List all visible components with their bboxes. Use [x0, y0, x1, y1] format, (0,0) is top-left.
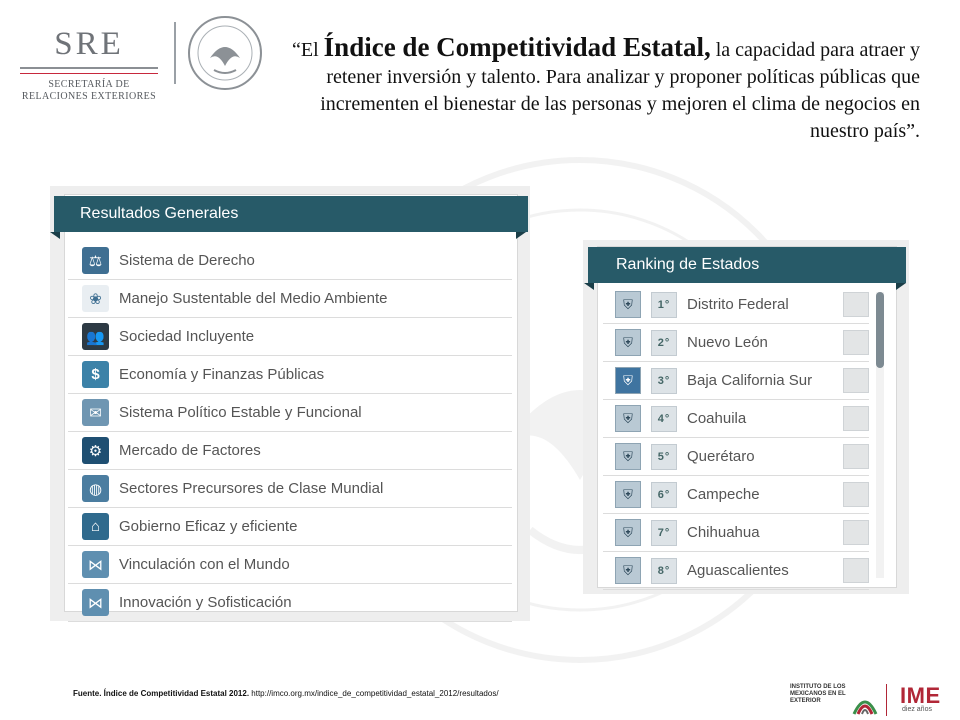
state-name: Chihuahua: [687, 524, 760, 541]
results-item-label: Economía y Finanzas Públicas: [119, 366, 325, 383]
state-name: Baja California Sur: [687, 372, 813, 389]
rank-number: 8°: [651, 558, 677, 584]
row-action-box[interactable]: [843, 292, 869, 317]
quote-open: “El: [292, 39, 324, 61]
money-icon: $: [82, 361, 109, 388]
results-item-label: Manejo Sustentable del Medio Ambiente: [119, 290, 388, 307]
results-item-sociedad-incluyente[interactable]: [68, 318, 512, 356]
ranking-list: [603, 286, 869, 590]
state-shield-icon: ⛨: [615, 557, 641, 584]
network-icon: ⋈: [82, 551, 109, 578]
quote-rest: la capacidad para atraer y retener inversión y talento. Para analizar y proponer políticas públicas que incrementen el bienestar de las personas y mejoren el clima de negocios en nuestro país”.: [320, 39, 920, 142]
state-name: Nuevo León: [687, 334, 768, 351]
ranking-row[interactable]: [603, 514, 869, 552]
row-action-box[interactable]: [843, 558, 869, 583]
results-panel: [50, 186, 530, 621]
ranking-panel: [583, 240, 909, 594]
source-url[interactable]: http://imco.org.mx/indice_de_competitividad_estatal_2012/resultados/: [251, 689, 499, 698]
innovation-icon: ⋈: [82, 589, 109, 616]
institute-logo-icon: [852, 684, 878, 718]
rank-number: 4°: [651, 406, 677, 432]
gears-icon: ⚙: [82, 437, 109, 464]
results-item-medio-ambiente[interactable]: [68, 280, 512, 318]
state-name: Querétaro: [687, 448, 755, 465]
logo-line2: RELACIONES EXTERIORES: [21, 91, 157, 102]
row-action-box[interactable]: [843, 520, 869, 545]
results-item-label: Gobierno Eficaz y eficiente: [119, 518, 298, 535]
rank-number: 5°: [651, 444, 677, 470]
national-seal-icon: [186, 14, 264, 92]
results-item-gobierno-eficaz[interactable]: [68, 508, 512, 546]
ranking-header: Ranking de Estados: [588, 247, 906, 283]
results-header: Resultados Generales: [54, 196, 528, 232]
ranking-row[interactable]: [603, 400, 869, 438]
state-shield-icon: ⛨: [615, 405, 641, 432]
ranking-row[interactable]: [603, 476, 869, 514]
quote-text: [280, 34, 920, 145]
ranking-row[interactable]: [603, 362, 869, 400]
results-item-sectores-precursores[interactable]: [68, 470, 512, 508]
footer-divider: [886, 684, 887, 716]
state-shield-icon: ⛨: [615, 367, 641, 394]
globe-icon: ◍: [82, 475, 109, 502]
government-icon: ⌂: [82, 513, 109, 540]
ranking-row[interactable]: [603, 324, 869, 362]
rank-number: 1°: [651, 292, 677, 318]
logo-acronym: SRE: [54, 26, 124, 62]
logo-line1: SECRETARÍA DE: [48, 79, 130, 90]
state-shield-icon: ⛨: [615, 519, 641, 546]
ranking-row[interactable]: [603, 286, 869, 324]
results-item-label: Sistema de Derecho: [119, 252, 255, 269]
logo-divider: [174, 22, 176, 84]
ranking-row[interactable]: [603, 438, 869, 476]
results-item-vinculacion[interactable]: [68, 546, 512, 584]
state-name: Aguascalientes: [687, 562, 789, 579]
sre-logo: [14, 26, 164, 103]
ballot-icon: ✉: [82, 399, 109, 426]
results-item-label: Vinculación con el Mundo: [119, 556, 290, 573]
institute-name: INSTITUTO DE LOS MEXICANOS EN EL EXTERIOR: [790, 684, 846, 704]
row-action-box[interactable]: [843, 330, 869, 355]
results-item-label: Sectores Precursores de Clase Mundial: [119, 480, 384, 497]
row-action-box[interactable]: [843, 368, 869, 393]
results-item-sistema-de-derecho[interactable]: [68, 242, 512, 280]
people-icon: 👥: [82, 323, 109, 350]
row-action-box[interactable]: [843, 406, 869, 431]
quote-emphasis: Índice de Competitividad Estatal,: [323, 32, 711, 62]
results-item-label: Sociedad Incluyente: [119, 328, 255, 345]
state-shield-icon: ⛨: [615, 291, 641, 318]
state-shield-icon: ⛨: [615, 443, 641, 470]
source-label: Fuente. Índice de Competitividad Estatal 2012.: [73, 689, 250, 698]
ranking-row[interactable]: [603, 552, 869, 590]
results-list: [68, 242, 512, 622]
source-note: [73, 689, 499, 698]
results-item-label: Mercado de Factores: [119, 442, 261, 459]
results-item-sistema-politico[interactable]: [68, 394, 512, 432]
rank-number: 2°: [651, 330, 677, 356]
state-name: Distrito Federal: [687, 296, 789, 313]
rank-number: 3°: [651, 368, 677, 394]
state-shield-icon: ⛨: [615, 329, 641, 356]
row-action-box[interactable]: [843, 482, 869, 507]
state-name: Coahuila: [687, 410, 747, 427]
ime-subtitle: diez años: [902, 706, 932, 713]
ranking-scrollbar[interactable]: [876, 292, 884, 578]
results-item-innovacion[interactable]: [68, 584, 512, 622]
results-item-label: Innovación y Sofisticación: [119, 594, 292, 611]
row-action-box[interactable]: [843, 444, 869, 469]
rank-number: 7°: [651, 520, 677, 546]
results-item-economia[interactable]: [68, 356, 512, 394]
nature-icon: ❀: [82, 285, 109, 312]
state-name: Campeche: [687, 486, 760, 503]
ime-logo: IME: [900, 683, 941, 708]
results-item-label: Sistema Político Estable y Funcional: [119, 404, 362, 421]
scrollbar-thumb[interactable]: [876, 292, 884, 368]
rank-number: 6°: [651, 482, 677, 508]
results-item-mercado-factores[interactable]: [68, 432, 512, 470]
justice-icon: ⚖: [82, 247, 109, 274]
state-shield-icon: ⛨: [615, 481, 641, 508]
